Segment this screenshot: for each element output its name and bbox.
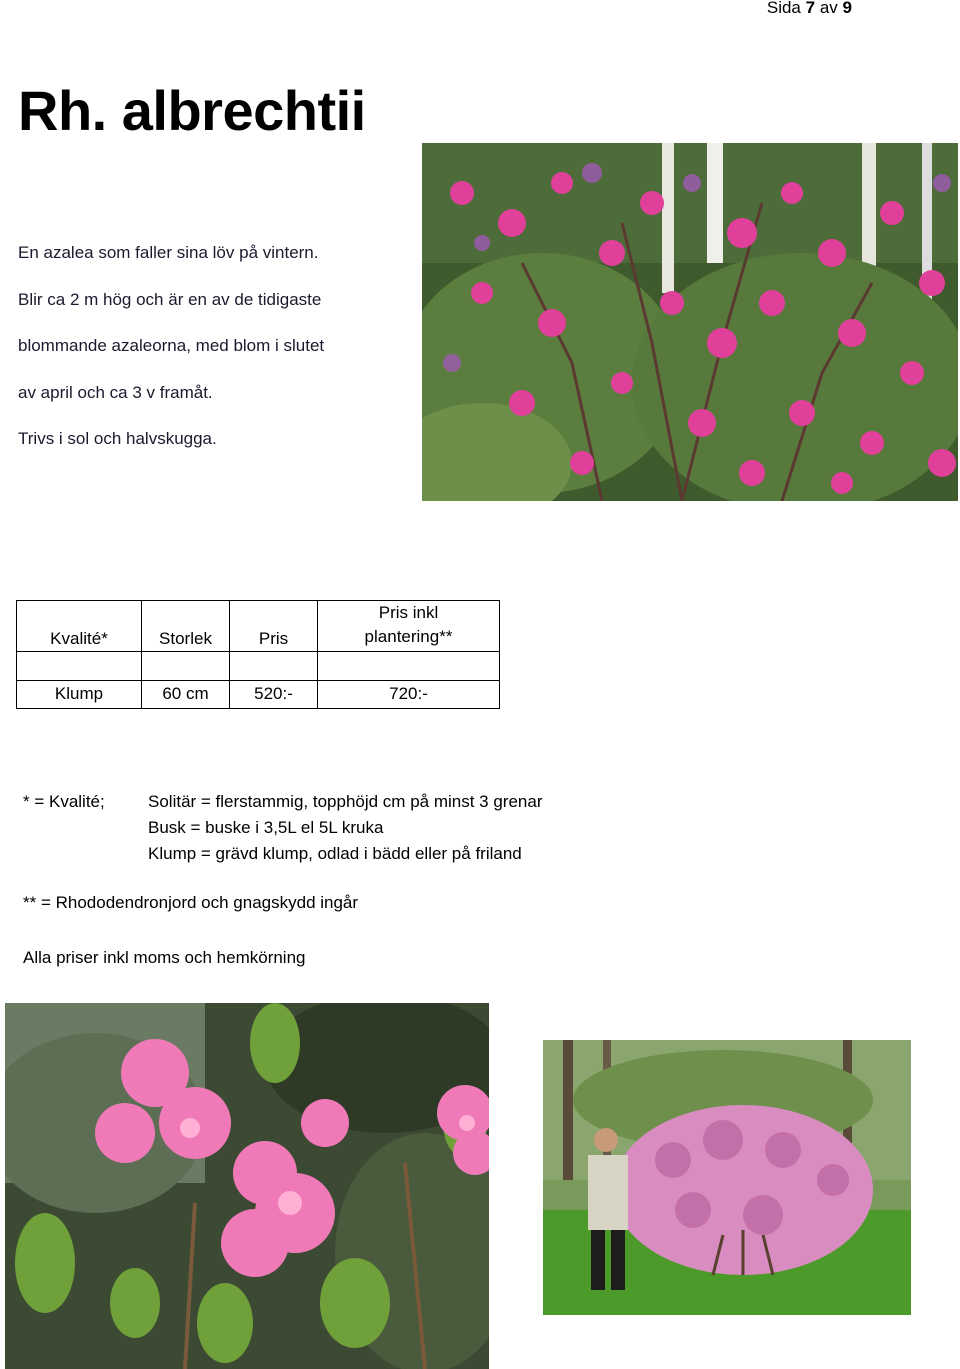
- quality-line: Busk = buske i 3,5L el 5L kruka: [148, 818, 384, 837]
- price-table: [16, 600, 500, 709]
- table-cell: [318, 652, 500, 681]
- quality-notes: [23, 789, 542, 867]
- page-number: Sida 7 av 9: [766, 0, 852, 17]
- description-line: Trivs i sol och halvskugga.: [18, 429, 217, 448]
- table-cell: [230, 652, 318, 681]
- description: [18, 230, 408, 463]
- table-cell: [142, 652, 230, 681]
- planting-note: ** = Rhododendronjord och gnagskydd ingår: [23, 893, 359, 912]
- description-line: blommande azaleorna, med blom i slutet: [18, 336, 325, 355]
- table-cell: [17, 652, 142, 681]
- flower-closeup-photo: [5, 1003, 489, 1369]
- table-cell: 60 cm: [142, 681, 230, 709]
- quality-key: * = Kvalité;: [23, 792, 105, 811]
- azalea-bush-photo: [422, 143, 958, 501]
- man-beside-azalea-photo: [543, 1040, 911, 1315]
- quality-line: Klump = grävd klump, odlad i bädd eller på friland: [148, 844, 522, 863]
- table-row: [17, 681, 500, 709]
- table-cell: 720:-: [318, 681, 500, 709]
- table-header-cell: Storlek: [142, 601, 230, 652]
- quality-line: Solitär = flerstammig, topphöjd cm på minst 3 grenar: [148, 792, 543, 811]
- description-line: Blir ca 2 m hög och är en av de tidigaste: [18, 289, 322, 309]
- table-header-cell: Kvalité*: [17, 601, 142, 652]
- table-header-cell: Pris: [230, 601, 318, 652]
- page-title: Rh. albrechtii: [18, 79, 366, 142]
- description-line: En azalea som faller sina löv på vintern.: [18, 243, 319, 262]
- table-cell: Klump: [17, 681, 142, 709]
- table-header-cell: Pris inkl plantering**: [318, 601, 500, 652]
- table-cell: 520:-: [230, 681, 318, 709]
- price-note: Alla priser inkl moms och hemkörning: [23, 948, 306, 967]
- description-line: av april och ca 3 v framåt.: [18, 382, 213, 402]
